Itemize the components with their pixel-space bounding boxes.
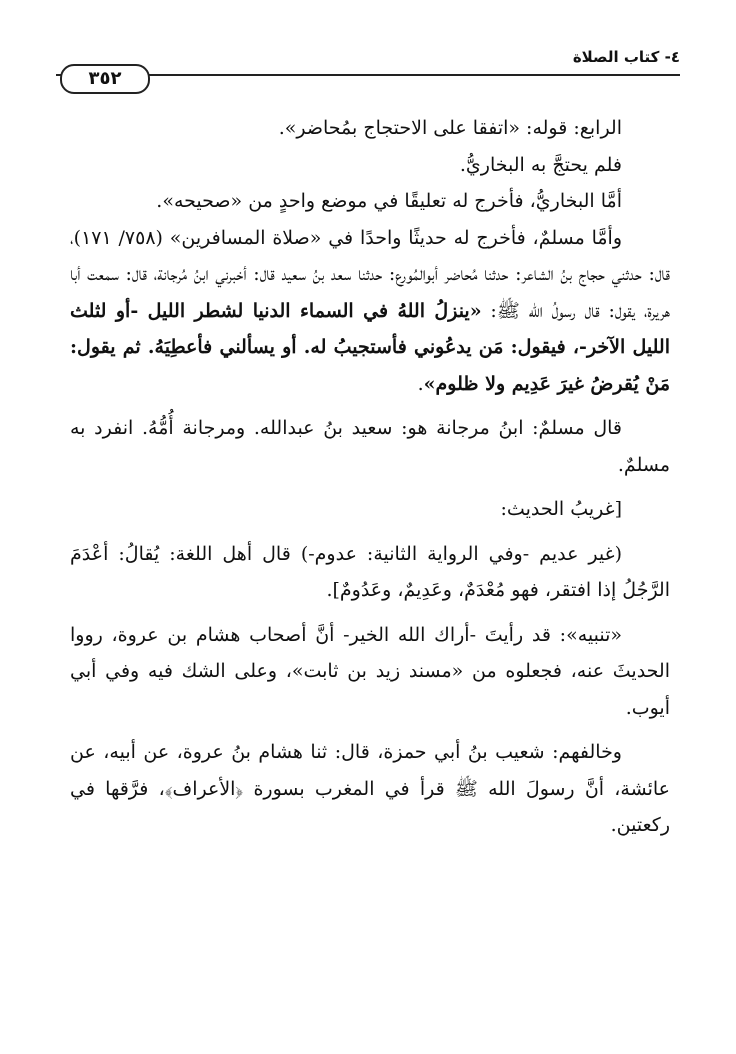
body-text [70, 110, 670, 844]
paragraph-9: وخالفهم: شعيب بنُ أبي حمزة، قال: ثنا هشام بنُ عروة، عن أبيه، عن عائشة، أنَّ رسولَ الله ﷺ قرأ في المغرب بسورة ﴿الأعراف﴾، فرَّقها في ركعتين. [70, 741, 670, 836]
page-number: ٣٥٢ [60, 64, 150, 94]
paragraph-7: (غير عديم -وفي الرواية الثانية: عدوم-) قال أهل اللغة: يُقالُ: أعْدَمَ الرَّجُلُ إذا افتقر، فهو مُعْدَمٌ، وعَدِيمٌ، وعَدُومٌ]. [70, 542, 670, 601]
paragraph-1: الرابع: قوله: «اتفقا على الاحتجاج بمُحاضر». [278, 117, 622, 139]
running-title: ٤- كتاب الصلاة [572, 48, 680, 66]
paragraph-4-intro: وأمَّا مسلمٌ، فأخرج له حديثًا واحدًا في «صلاة المسافرين» (٧٥٨/ ١٧١)، قال: حدثني حجاج بنُ الشاعر: حدثنا مُحاضر أبوالمُورع: حدثنا سعد بنُ سعيد قال: أخبرني ابنُ مُرجانة، قال: سمعت أبا هريرة، يقول: قال رسولُ الله ﷺ: [70, 226, 670, 322]
paragraph-5: قال مسلمٌ: ابنُ مرجانة هو: سعيد بنُ عبدالله. ومرجانة أُمُّهُ. انفرد به مسلمٌ. [70, 417, 670, 476]
paragraph-8: «تنبيه»: قد رأيتَ -أراك الله الخير- أنَّ أصحاب هشام بن عروة، رووا الحديثَ عنه، فجعلوه من «مسند زيد بن ثابت»، وعلى الشك فيه وفي أبي أيوب. [70, 623, 670, 719]
paragraph-3: أمَّا البخاريُّ، فأخرج له تعليقًا في موضع واحدٍ من «صحيحه». [156, 190, 622, 212]
running-head [56, 44, 680, 89]
hadith-text: «ينزلُ اللهُ في السماء الدنيا لشطر الليل -أو لثلث الليل الآخر-، فيقول: مَن يدعُوني فأستجيبُ له. أو يسألني فأعطِيَهُ. ثم يقول: مَنْ يُقرضُ غيرَ عَدِيم ولا ظلوم» [70, 299, 670, 395]
paragraph-4 [70, 220, 670, 403]
paragraph-2: فلم يحتجَّ به البخاريُّ. [459, 153, 622, 176]
section-heading-gharib: [غريبُ الحديث: [500, 498, 622, 520]
paragraph-4-end: . [417, 372, 424, 395]
